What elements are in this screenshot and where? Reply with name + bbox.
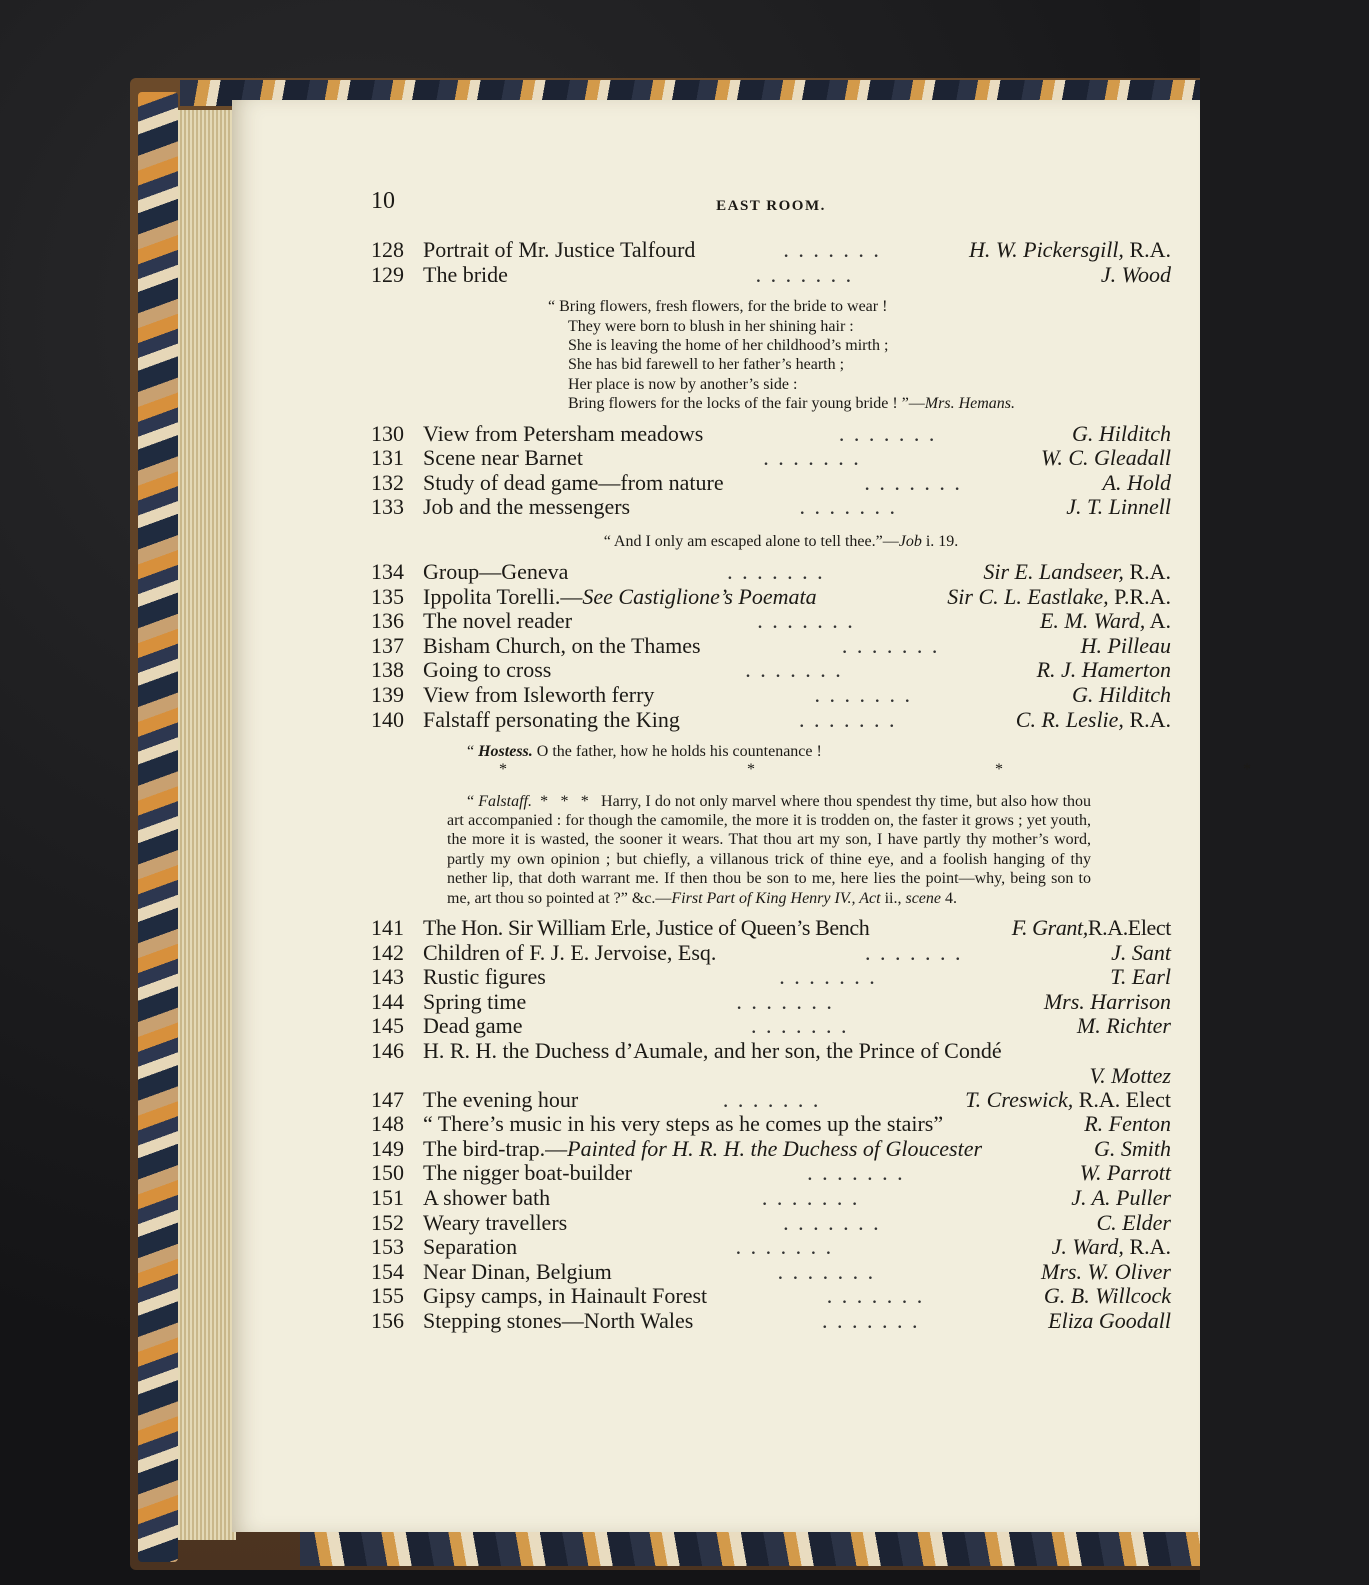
entry-number: 153: [371, 1234, 404, 1260]
entry-artist: G. Hilditch: [1072, 681, 1171, 707]
leader-dots: [654, 683, 1072, 708]
entry-title: View from Isleworth ferry: [423, 681, 655, 707]
entry-artist: T. Earl: [1110, 964, 1171, 990]
catalogue-entry: [371, 446, 1171, 471]
entry-number: 135: [371, 583, 404, 609]
entry-artist: H. Pilleau: [1080, 632, 1171, 658]
entry-artist: R. Fenton: [1084, 1111, 1171, 1137]
catalogue-entry: [371, 263, 1171, 288]
entry-artist: F. Grant,R.A.Elect: [1011, 915, 1171, 940]
leader-dots: [701, 634, 1081, 659]
entry-artist: E. M. Ward, A.: [1039, 608, 1171, 634]
leader-dots: [551, 658, 1036, 683]
entry-title: Weary travellers: [423, 1209, 568, 1235]
entry-artist: C. R. Leslie, R.A.: [1015, 706, 1171, 732]
page-header: [371, 188, 1171, 230]
entry-title: Near Dinan, Belgium: [423, 1258, 612, 1284]
entry-artist: W. Parrott: [1079, 1160, 1171, 1186]
marbled-edge-bottom: [300, 1528, 1200, 1566]
leader-dots: [508, 263, 1101, 288]
leader-dots: [578, 1088, 965, 1113]
entry-number: 150: [371, 1160, 404, 1186]
quote-line: Her place is now by another’s side :: [568, 375, 798, 393]
leader-dots: [707, 1284, 1044, 1309]
catalogue-entry: [371, 1186, 1171, 1211]
quote-line: They were born to blush in her shining hair :: [568, 317, 854, 335]
entry-number: 149: [371, 1135, 404, 1161]
entry-number: 156: [371, 1307, 404, 1333]
entry-title: The Hon. Sir William Erle, Justice of Queen’s Bench: [423, 915, 870, 940]
leader-dots: [550, 1186, 1071, 1211]
page-edges: [178, 110, 236, 1540]
quote-hostess: “ Hostess. O the father, how he holds his countenance !: [467, 743, 822, 761]
catalogue-entry: [371, 965, 1171, 990]
catalogue-entry: [371, 1112, 1171, 1137]
entry-artist: C. Elder: [1096, 1209, 1171, 1235]
entry-title: Scene near Barnet: [423, 445, 584, 471]
entry-title: The evening hour: [423, 1086, 579, 1112]
catalogue-entry: [371, 708, 1171, 733]
catalogue-entry: [371, 585, 1171, 610]
catalogue-entry: [371, 1137, 1171, 1162]
entry-artist: G. B. Willcock: [1043, 1283, 1171, 1309]
entry-artist: J. Ward, R.A.: [1051, 1234, 1171, 1260]
entry-title: View from Petersham meadows: [423, 420, 704, 446]
entry-number: 143: [371, 964, 404, 990]
entry-artist: T. Creswick, R.A. Elect: [965, 1086, 1171, 1112]
catalogue-entry: [371, 941, 1171, 966]
entry-number: 130: [371, 420, 404, 446]
catalogue-entry: [371, 1161, 1171, 1186]
catalogue-entry: [371, 658, 1171, 683]
page-number: 10: [371, 188, 395, 214]
catalogue-content: [371, 188, 1369, 1334]
entry-list-e: [371, 1161, 1171, 1333]
quote-bride: [371, 297, 1171, 413]
entry-number: 140: [371, 706, 404, 732]
quote-line: Bring flowers for the locks of the fair young bride ! ”—Mrs. Hemans.: [568, 395, 1016, 413]
entry-number: 129: [371, 261, 404, 287]
entry-title: Falstaff personating the King: [423, 706, 680, 732]
catalogue-entry: [371, 1014, 1171, 1039]
entry-number: 131: [371, 445, 404, 471]
entry-artist: J. T. Linnell: [1066, 494, 1171, 520]
entry-artist: M. Richter: [1076, 1013, 1171, 1039]
entry-artist: G. Smith: [1094, 1135, 1171, 1161]
entry-artist: R. J. Hamerton: [1036, 657, 1171, 683]
entry-title: Going to cross: [423, 657, 552, 683]
entry-title: The nigger boat-builder: [423, 1160, 632, 1186]
entry-title: The bride: [423, 261, 508, 287]
entry-number: 145: [371, 1013, 404, 1039]
catalogue-entry: [371, 560, 1171, 585]
catalogue-entry: [371, 634, 1171, 659]
catalogue-entry: [371, 471, 1171, 496]
catalogue-entry: [371, 1211, 1171, 1236]
catalogue-entry: [371, 1260, 1171, 1285]
leader-dots: [724, 471, 1103, 496]
leader-dots: [680, 708, 1016, 733]
leader-dots: [716, 941, 1111, 966]
entry-title: Bisham Church, on the Thames: [423, 632, 701, 658]
catalogue-entry: [371, 1088, 1171, 1113]
leader-dots: [568, 560, 983, 585]
entry-number: 138: [371, 657, 404, 683]
entry-artist: Sir C. L. Eastlake, P.R.A.: [947, 583, 1171, 609]
quote-falstaff: [371, 742, 1369, 908]
entry-number: 128: [371, 237, 404, 262]
entry-title: Ippolita Torelli.—See Castiglione’s Poemata: [423, 583, 817, 609]
leader-dots: [693, 1309, 1048, 1334]
catalogue-entry: [371, 495, 1171, 520]
entry-artist: Mrs. W. Oliver: [1041, 1258, 1171, 1284]
entry-number: 141: [371, 915, 404, 940]
entry-artist: W. C. Gleadall: [1041, 445, 1171, 471]
entry-number: 139: [371, 681, 404, 707]
entry-title: Dead game: [423, 1013, 523, 1039]
entry-number: 142: [371, 939, 404, 965]
entry-title: Separation: [423, 1234, 518, 1260]
entry-title: H. R. H. the Duchess d’Aumale, and her son, the Prince of Condé: [423, 1037, 1002, 1063]
catalogue-entry: [371, 609, 1171, 634]
entry-title: Children of F. J. E. Jervoise, Esq.: [423, 939, 717, 965]
entry-title: A shower bath: [423, 1184, 551, 1210]
leader-dots: [695, 238, 969, 263]
entry-number: 132: [371, 469, 404, 495]
catalogue-entry: [371, 683, 1171, 708]
catalogue-entry: [371, 916, 1171, 941]
quote-prose: “ Falstaff. * * * Harry, I do not only marvel where thou spendest thy time, but also how thou art accompanied : for though the camomile, the more it is trodden on, the faster it grows ; yet youth, the more it is wasted, the sooner it wears. That thou art my son, I have partly thy mother’s word, partly my own opinion ; but chiefly, a villanous trick of thine eye, and a foolish hanging of thy nether lip, that doth warrant me. If then thou be son to me, here lies the point—why, being son to me, art thou so pointed at ?” &c.—First Part of King Henry IV., Act ii., scene 4.: [447, 792, 1092, 907]
entry-number: 146: [371, 1037, 404, 1063]
entry-artist: J. Sant: [1111, 939, 1171, 965]
entry-artist: Eliza Goodall: [1048, 1307, 1171, 1333]
quote-line: She has bid farewell to her father’s hearth ;: [568, 356, 845, 374]
entry-list-a: [371, 238, 1171, 287]
leader-dots: [526, 990, 1044, 1015]
quote-job: “ And I only am escaped alone to tell thee.”—Job i. 19.: [603, 533, 959, 550]
entry-title: Group—Geneva: [423, 559, 569, 584]
entry-number: 148: [371, 1111, 404, 1137]
leader-dots: [583, 446, 1041, 471]
entry-list-d: [371, 916, 1171, 1161]
marbled-endpaper-left: [138, 92, 178, 1562]
leader-dots: [546, 965, 1110, 990]
entry-number: 133: [371, 494, 404, 520]
quote-line: She is leaving the home of her childhood’s mirth ;: [568, 337, 889, 354]
catalogue-entry: [371, 1235, 1171, 1260]
running-head: EAST ROOM.: [716, 198, 826, 214]
entry-number: 147: [371, 1086, 404, 1112]
entry-artist: J. Wood: [1100, 261, 1171, 287]
entry-number: 151: [371, 1184, 404, 1210]
entry-number: 144: [371, 988, 404, 1014]
catalogue-entry: [371, 1284, 1171, 1309]
entry-number: 152: [371, 1209, 404, 1235]
leader-dots: [612, 1260, 1041, 1285]
entry-title: Rustic figures: [423, 964, 546, 990]
entry-number: 136: [371, 608, 404, 634]
entry-title: The novel reader: [423, 608, 573, 634]
catalogue-entry: [371, 1309, 1171, 1334]
entry-list-b: [371, 422, 1171, 520]
entry-number: 134: [371, 559, 404, 584]
entry-artist: Sir E. Landseer, R.A.: [983, 559, 1171, 584]
entry-artist: V. Mottez: [1089, 1062, 1171, 1088]
entry-artist: H. W. Pickersgill, R.A.: [968, 237, 1171, 262]
entry-title: Study of dead game—from nature: [423, 469, 724, 495]
entry-artist: Mrs. Harrison: [1043, 988, 1171, 1014]
catalogue-entry: [371, 238, 1171, 263]
leader-dots: [632, 1161, 1080, 1186]
leader-dots: [703, 422, 1072, 447]
entry-title: Portrait of Mr. Justice Talfourd: [423, 237, 696, 262]
entry-artist: G. Hilditch: [1072, 420, 1171, 446]
leader-dots: [630, 495, 1066, 520]
entry-number: 155: [371, 1283, 404, 1309]
entry-title: Stepping stones—North Wales: [423, 1307, 694, 1333]
leader-dots: [567, 1211, 1096, 1236]
catalogue-entry: [371, 422, 1171, 447]
entry-title: Job and the messengers: [423, 494, 631, 520]
entry-artist: J. A. Puller: [1071, 1184, 1171, 1210]
entry-title: Spring time: [423, 988, 527, 1014]
entry-title: “ There’s music in his very steps as he comes up the stairs”: [423, 1111, 944, 1137]
catalogue-entry: [371, 1039, 1171, 1064]
entry-number: 137: [371, 632, 404, 658]
entry-title: Gipsy camps, in Hainault Forest: [423, 1283, 708, 1309]
entry-list-c: [371, 560, 1171, 732]
entry-title: The bird-trap.—Painted for H. R. H. the Duchess of Gloucester: [423, 1135, 983, 1161]
leader-dots: [572, 609, 1040, 634]
entry-artist: A. Hold: [1102, 469, 1171, 495]
catalogue-entry: [371, 990, 1171, 1015]
entry-number: 154: [371, 1258, 404, 1284]
quote-line: “ Bring flowers, fresh flowers, for the bride to wear !: [548, 298, 888, 316]
leader-dots: [517, 1235, 1052, 1260]
leader-dots: [523, 1014, 1077, 1039]
quote-stars: * * * *: [499, 760, 1369, 778]
